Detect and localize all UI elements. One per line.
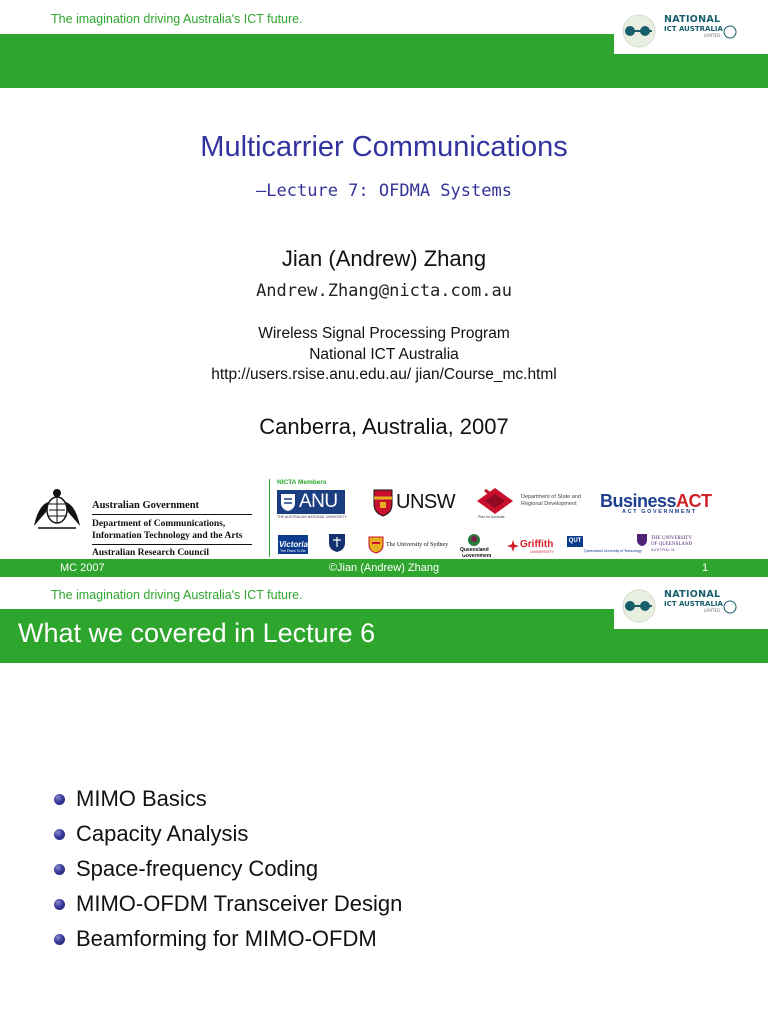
list-item — [54, 855, 402, 890]
business-act-caption: ACT GOVERNMENT — [622, 509, 697, 515]
bullet-icon — [54, 864, 65, 875]
gov-line-2: Department of Communications, — [92, 519, 226, 529]
anu-wordmark: ANU — [299, 491, 338, 512]
place-and-year: Canberra, Australia, 2007 — [259, 414, 509, 439]
logo-ring-icon — [722, 599, 738, 615]
queensland-gov-line-1: Queensland — [460, 547, 489, 553]
qut-logo: QUT — [567, 536, 583, 547]
bullet-text: MIMO Basics — [76, 786, 207, 811]
bullet-icon — [54, 899, 65, 910]
anu-caption: THE AUSTRALIAN NATIONAL UNIVERSITY — [277, 515, 347, 519]
nicta-circles-icon — [614, 583, 664, 629]
unsw-wordmark: UNSW — [396, 491, 456, 513]
bullet-text: MIMO-OFDM Transceiver Design — [76, 891, 403, 916]
gov-line-4: Australian Research Council — [92, 548, 209, 558]
list-item — [54, 890, 402, 925]
queensland-gov-emblem-icon — [467, 533, 481, 547]
slide-subtitle: –Lecture 7: OFDMA Systems — [256, 181, 512, 201]
gov-line-3: Information Technology and the Arts — [92, 531, 243, 541]
footer-page-number: 1 — [702, 562, 709, 574]
footer-author: ©Jian (Andrew) Zhang — [328, 562, 440, 574]
logo-ring-icon — [722, 24, 738, 40]
sydney-uni-crest-icon — [368, 536, 384, 554]
anu-logo — [277, 490, 345, 514]
bullet-text: Beamforming for MIMO-OFDM — [76, 926, 377, 951]
affiliation-url[interactable]: http://users.rsise.anu.edu.au/ jian/Course_mc.html — [211, 366, 557, 383]
affiliation-organization: National ICT Australia — [309, 346, 459, 363]
nsw-caption: Plan for Australia — [478, 515, 505, 519]
griffith-star-icon — [507, 540, 519, 552]
nsw-waratah-icon — [473, 486, 517, 516]
logo-line-1: NATIONAL — [664, 14, 721, 25]
slide-footer — [0, 559, 768, 577]
slide-title: What we covered in Lecture 6 — [18, 618, 376, 648]
griffith-wordmark: Griffith — [520, 539, 554, 550]
header-tagline: The imagination driving Australia's ICT future. — [51, 588, 303, 602]
author-email: Andrew.Zhang@nicta.com.au — [256, 281, 512, 301]
bullet-text: Space-frequency Coding — [76, 856, 319, 881]
uq-line-2: OF QUEENSLAND — [651, 542, 693, 547]
melbourne-uni-crest-icon — [328, 533, 346, 553]
bullet-text: Capacity Analysis — [76, 821, 249, 846]
slide-title: Multicarrier Communications — [200, 131, 568, 163]
victoria-logo — [278, 535, 308, 554]
gov-line-1: Australian Government — [92, 500, 200, 511]
queensland-gov-line-2: Government — [462, 554, 492, 558]
nsw-dept-line-2: Regional Development — [521, 501, 577, 507]
list-item — [54, 820, 402, 855]
logo-line-1: NATIONAL — [664, 589, 721, 600]
sydney-uni-wordmark: The University of Sydney — [386, 542, 449, 548]
uq-line-1: THE UNIVERSITY — [651, 536, 692, 541]
gov-divider-2 — [92, 544, 252, 545]
logo-line-3: LIMITED — [704, 32, 721, 38]
footer-course: MC 2007 — [60, 562, 105, 574]
business-act-part-1: Business — [600, 491, 677, 511]
anu-shield-icon — [280, 493, 296, 511]
nicta-circles-icon — [614, 8, 664, 54]
nicta-members-label: NICTA Members — [277, 479, 327, 486]
griffith-caption: UNIVERSITY — [530, 549, 555, 554]
australian-crest-icon — [28, 486, 86, 532]
author-name: Jian (Andrew) Zhang — [281, 246, 487, 271]
nicta-logo — [614, 8, 768, 54]
list-item — [54, 785, 402, 820]
bullet-icon — [54, 794, 65, 805]
qut-caption: Queensland University of Technology — [584, 549, 642, 553]
list-item — [54, 925, 402, 960]
nsw-dept-line-1: Department of State and — [521, 494, 581, 500]
affiliation-program: Wireless Signal Processing Program — [258, 325, 510, 342]
victoria-caption: The Place To Be — [280, 549, 306, 553]
logo-line-2: ICT AUSTRALIA — [664, 599, 723, 608]
nicta-logo-text — [664, 590, 723, 613]
victoria-wordmark: Victoria — [279, 540, 309, 549]
nicta-logo-text — [664, 15, 723, 38]
business-act-part-2: ACT — [676, 491, 712, 511]
uq-line-3: AUSTRALIA — [651, 548, 675, 552]
unsw-crest-icon — [373, 489, 393, 517]
bullet-list — [54, 785, 402, 960]
bullet-icon — [54, 829, 65, 840]
nicta-logo — [614, 583, 768, 629]
header-tagline: The imagination driving Australia's ICT future. — [51, 12, 303, 26]
sponsor-divider — [269, 479, 270, 557]
logo-line-2: ICT AUSTRALIA — [664, 24, 723, 33]
logo-line-3: LIMITED — [704, 607, 721, 613]
bullet-icon — [54, 934, 65, 945]
gov-divider — [92, 514, 252, 515]
uq-crest-icon — [636, 533, 648, 547]
